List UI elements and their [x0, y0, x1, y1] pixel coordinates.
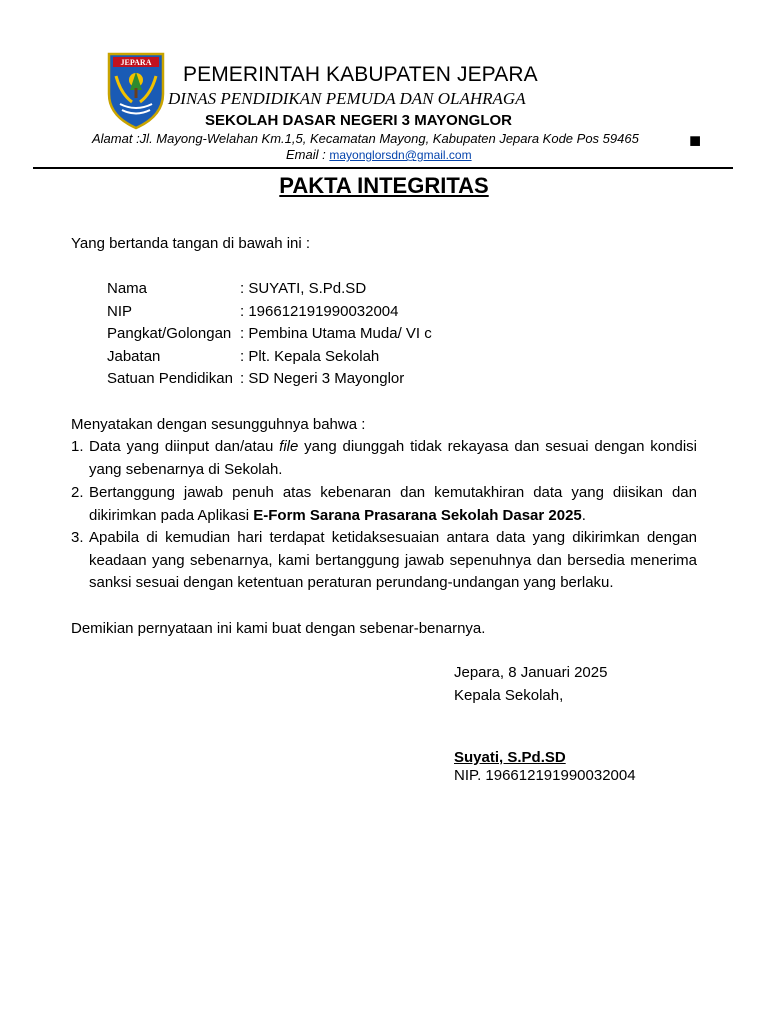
header-department: DINAS PENDIDIKAN PEMUDA DAN OLAHRAGA	[168, 89, 526, 108]
field-label-pangkat: Pangkat/Golongan	[107, 325, 232, 342]
signature-nip: NIP. 196612191990032004	[454, 767, 636, 784]
item-number-2: 2.	[71, 484, 84, 501]
header-bullet: ■	[689, 130, 702, 152]
header-divider	[33, 167, 733, 169]
item-text-3: Apabila di kemudian hari terdapat ketidaksesuaian antara data yang dikirimkan dengan keadaan yang sebenarnya, kami bertanggung jawab sepenuhnya dan bersedia menerima sanksi sesuai dengan ketentuan peraturan perundang-undangan yang berlaku.	[89, 529, 697, 591]
field-value-nama: : SUYATI, S.Pd.SD	[240, 280, 367, 297]
field-label-satuan: Satuan Pendidikan	[107, 370, 233, 387]
header-email-line	[286, 147, 472, 162]
item-number-3: 3.	[71, 529, 84, 546]
document-title: PAKTA INTEGRITAS	[279, 173, 489, 198]
statement-intro: Menyatakan dengan sesungguhnya bahwa :	[71, 416, 366, 433]
logo-text: JEPARA	[120, 58, 152, 67]
jepara-regency-logo	[106, 50, 166, 130]
signature-place-date: Jepara, 8 Januari 2025	[454, 664, 608, 681]
closing-text: Demikian pernyataan ini kami buat dengan sebenar-benarnya.	[71, 620, 486, 637]
item-number-1: 1.	[71, 438, 84, 455]
header-address: Alamat :Jl. Mayong-Welahan Km.1,5, Kecamatan Mayong, Kabupaten Jepara Kode Pos 59465	[92, 131, 639, 146]
field-value-pangkat: : Pembina Utama Muda/ VI c	[240, 325, 432, 342]
intro-text: Yang bertanda tangan di bawah ini :	[71, 235, 311, 252]
item-text-2: Bertanggung jawab penuh atas kebenaran dan kemutakhiran data yang diisikan dan dikirimkan pada Aplikasi E-Form Sarana Prasarana Sekolah Dasar 2025.	[89, 484, 697, 524]
field-label-nama: Nama	[107, 280, 148, 297]
email-link[interactable]: mayonglorsdn@gmail.com	[329, 148, 472, 162]
header-school: SEKOLAH DASAR NEGERI 3 MAYONGLOR	[205, 112, 512, 129]
item-text-1: Data yang diinput dan/atau file yang diunggah tidak rekayasa dan sesuai dengan kondisi yang sebenarnya di Sekolah.	[89, 438, 697, 478]
header-government: PEMERINTAH KABUPATEN JEPARA	[183, 63, 538, 86]
email-label: Email :	[286, 147, 326, 162]
field-label-nip: NIP	[107, 303, 133, 320]
field-value-satuan: : SD Negeri 3 Mayonglor	[240, 370, 405, 387]
signature-name: Suyati, S.Pd.SD	[454, 749, 566, 766]
field-label-jabatan: Jabatan	[107, 348, 161, 365]
field-value-jabatan: : Plt. Kepala Sekolah	[240, 348, 380, 365]
field-value-nip: : 196612191990032004	[240, 303, 399, 320]
signature-position: Kepala Sekolah,	[454, 687, 564, 704]
